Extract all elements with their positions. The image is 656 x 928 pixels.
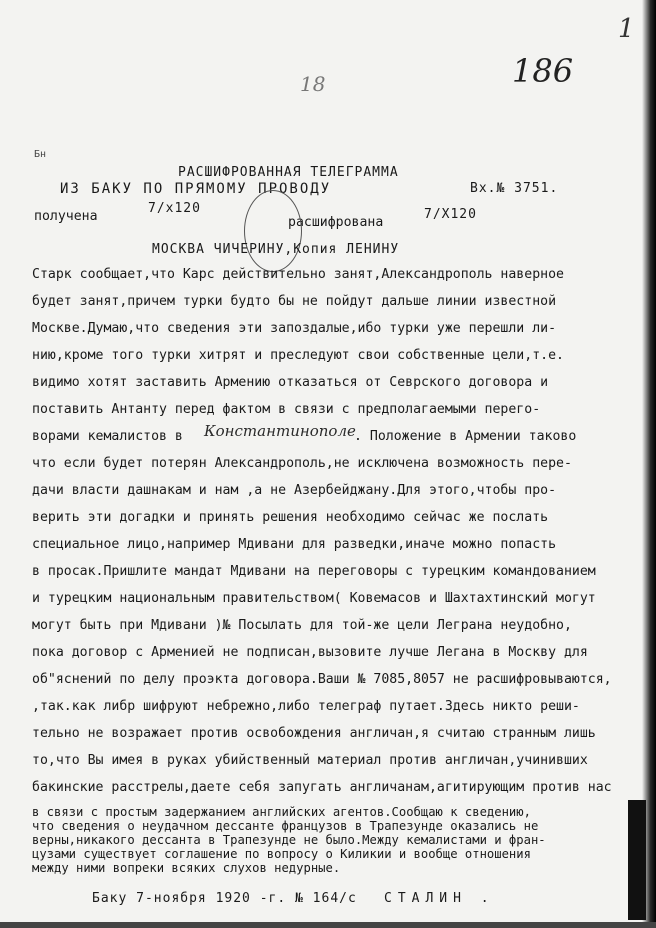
body-line: видимо хотят заставить Армению отказаться от Севрского договора и [32, 375, 549, 390]
scan-edge-bottom [0, 922, 656, 928]
body-line: ворами кемалистов в [32, 429, 183, 444]
body-line: и турецким национальным правительством( Ковемасов и Шахтахтинский могут [32, 591, 596, 606]
incoming-number: Вх.№ 3751. [470, 181, 559, 196]
body-line: что сведения о неудачном дессанте французов в Трапезунде оказались не [32, 819, 539, 833]
body-line: Москве.Думаю,что сведения эти запоздалые,ибо турки уже перешли ли- [32, 321, 557, 336]
handwritten-insert: Константинополе [204, 422, 356, 440]
body-line: цузами существует соглашение по вопросу о Киликии и вообще отношения [32, 847, 531, 861]
body-line: в просак.Пришлите мандат Мдивани на переговоры с турецким командованием [32, 564, 596, 579]
received-label: получена [34, 209, 98, 224]
scan-shadow [628, 800, 646, 920]
body-line: поставить Антанту перед фактом в связи с предполагаемыми перего- [32, 402, 541, 417]
body-line: пока договор с Арменией не подписан,вызовите лучше Легана в Москву для [32, 645, 588, 660]
body-line: дачи власти дашнакам и нам ,а не Азербейджану.Для этого,чтобы про- [32, 483, 557, 498]
archive-number: 186 [512, 52, 574, 90]
decoded-label: расшифрована [288, 215, 384, 230]
body-line: то,что Вы имея в руках убийственный материал против англичан,учинивших [32, 753, 588, 768]
corner-mark: Бн [34, 149, 47, 160]
body-line: могут быть при Мдивани )№ Посылать для той-же цели Леграна неудобно, [32, 618, 572, 633]
pencil-mark: 18 [300, 72, 326, 96]
body-line: ,так.как либр шифруют небрежно,либо телеграф путает.Здесь никто реши- [32, 699, 580, 714]
body-line: специальное лицо,например Мдивани для разведки,иначе можно попасть [32, 537, 557, 552]
body-line: нию,кроме того турки хитрят и преследуют свои собственные цели,т.е. [32, 348, 564, 363]
body-line: верить эти догадки и принять решения необходимо сейчас же послать [32, 510, 549, 525]
body-line: бакинские расстрелы,даете себя запугать англичанам,агитирующим против нас [32, 780, 612, 795]
body-line: будет занят,причем турки будто бы не пойдут дальше линии известной [32, 294, 557, 309]
telegram-title: РАСШИФРОВАННАЯ ТЕЛЕГРАММА [178, 165, 399, 180]
received-date: 7/х120 [148, 201, 201, 216]
addressee: МОСКВА ЧИЧЕРИНУ,Копия ЛЕНИНУ [152, 242, 400, 257]
body-line: . Положение в Армении таково [354, 429, 577, 444]
page-number: 1 [618, 14, 635, 44]
body-line: тельно не возражает против освобождения англичан,я считаю странным лишь [32, 726, 596, 741]
signature-place-date: Баку 7-ноября 1920 -г. № 164/с [92, 891, 357, 906]
scan-edge-right [642, 0, 656, 928]
body-line: что если будет потерян Александрополь,не исключена возможность пере- [32, 456, 572, 471]
body-line: в связи с простым задержанием английских агентов.Сообщаю к сведению, [32, 805, 531, 819]
body-line: об"яснений по делу проэкта договора.Ваши № 7085,8057 не расшифровываются, [32, 672, 612, 687]
body-line: верны,никакого дессанта в Трапезунде не было.Между кемалистами и фран- [32, 833, 546, 847]
body-line: Старк сообщает,что Карс действительно занят,Александрополь наверное [32, 267, 564, 282]
signature-name: СТАЛИН . [384, 891, 495, 906]
decoded-date: 7/Х120 [424, 207, 477, 222]
pencil-loop [244, 190, 302, 272]
body-line: между ними вопреки всяких слухов недурные. [32, 861, 341, 875]
telegram-from: ИЗ БАКУ ПО ПРЯМОМУ ПРОВОДУ [60, 181, 332, 197]
